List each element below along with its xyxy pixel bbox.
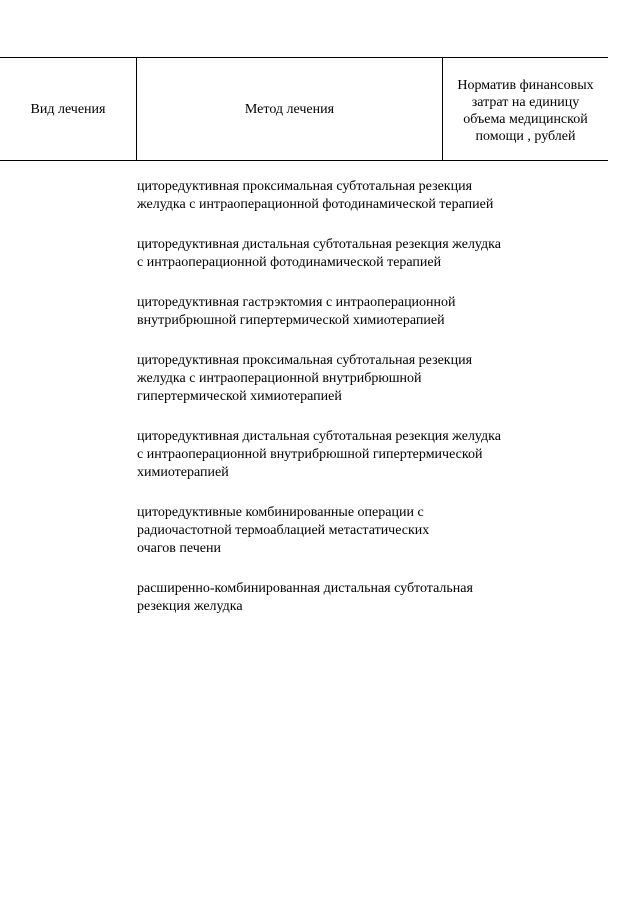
method-line: химиотерапией (137, 465, 229, 480)
method-line: расширенно-комбинированная дистальная субтотальная (137, 581, 473, 596)
method-item (137, 352, 607, 406)
method-item (137, 580, 607, 616)
method-line: гипертермической химиотерапией (137, 389, 342, 404)
method-line: циторедуктивная проксимальная субтотальная резекция (137, 353, 473, 368)
method-item (137, 294, 607, 330)
treatment-methods-list (137, 178, 607, 616)
method-line: циторедуктивные комбинированные операции с (137, 505, 424, 520)
method-line: внутрибрюшной гипертермической химиотерапией (137, 313, 445, 328)
method-line: циторедуктивная проксимальная субтотальная резекция (137, 179, 473, 194)
method-line: циторедуктивная дистальная субтотальная резекция желудка (137, 429, 501, 444)
method-line: очагов печени (137, 541, 221, 556)
table-header (0, 57, 608, 161)
method-line: желудка с интраоперационной фотодинамической терапией (137, 197, 494, 212)
method-item (137, 236, 607, 272)
header-treatment-method: Метод лечения (244, 101, 335, 117)
header-cost-norm: Норматив финансовых затрат на единицу объема медицинской помощи , рублей (457, 78, 594, 144)
method-line: с интраоперационной фотодинамической терапией (137, 255, 442, 270)
method-line: резекция желудка (137, 599, 243, 614)
method-line: радиочастотной термоаблацией метастатических (137, 523, 430, 538)
method-item (137, 178, 607, 214)
method-line: с интраоперационной внутрибрюшной гипертермической (137, 447, 483, 462)
method-item (137, 504, 607, 558)
method-line: циторедуктивная гастрэктомия с интраоперационной (137, 295, 456, 310)
method-item (137, 428, 607, 482)
method-line: циторедуктивная дистальная субтотальная резекция желудка (137, 237, 501, 252)
header-treatment-type: Вид лечения (30, 101, 106, 117)
method-line: желудка с интраоперационной внутрибрюшной (137, 371, 422, 386)
